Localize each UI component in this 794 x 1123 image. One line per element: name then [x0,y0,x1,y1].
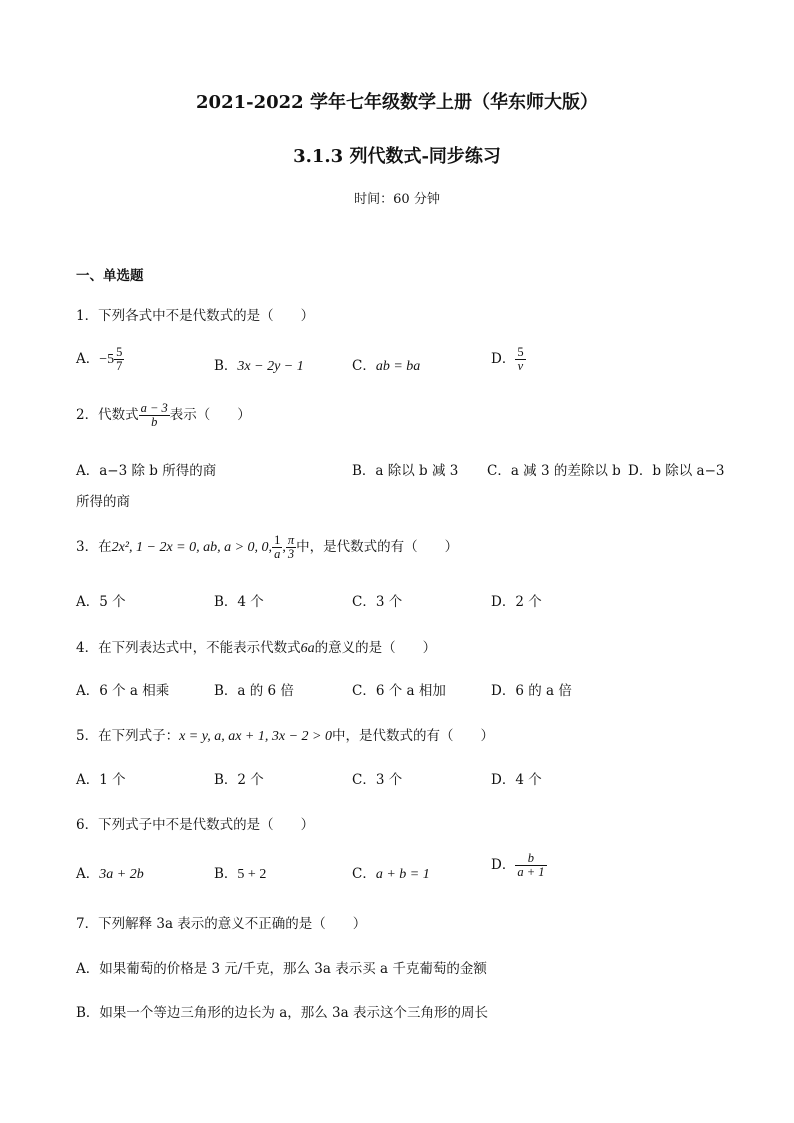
question-7-option-a: A．如果葡萄的价格是 3 元/千克，那么 3a 表示买 a 千克葡萄的金额 [76,961,487,977]
question-7-option-b: B．如果一个等边三角形的边长为 a，那么 3a 表示这个三角形的周长 [76,1005,488,1021]
question-2-option-c: C．a 减 3 的差除以 b [487,463,621,479]
question-3-option-d: D．2 个 [491,594,542,610]
question-1-option-c: C．ab = ba [352,358,421,374]
question-7-stem: 7．下列解释 3a 表示的意义不正确的是（ ） [76,916,367,932]
question-1-option-a: A．−5 $\frac{5}{7}$ [76,345,123,374]
question-3-option-b: B．4 个 [214,594,264,610]
question-2-option-d-wrap: 所得的商 [76,494,130,510]
question-4-stem: 4．在下列表达式中，不能表示代数式6a的意义的是（ ） [76,640,437,656]
question-6-option-b: B．5 + 2 [214,866,267,882]
question-4-option-a: A．6 个 a 相乘 [76,683,170,699]
question-4-option-b: B．a 的 6 倍 [214,683,294,699]
question-2-stem: 2．代数式 $\frac{a - 3}{b}$ 表示（ ） [76,401,251,430]
question-3-option-a: A．5 个 [76,594,126,610]
question-2-option-a: A．a−3 除 b 所得的商 [76,463,217,479]
question-6-option-a: A．3a + 2b [76,866,144,882]
question-2-option-d: D．b 除以 a−3 [628,463,725,479]
question-5-stem: 5．在下列式子：x = y, a, ax + 1, 3x − 2 > 0中，是代数式的有（ ） [76,728,494,744]
question-6-option-d: D． $\frac{b}{a + 1}$ [491,851,545,880]
question-3-stem: 3．在2x², 1 − 2x = 0, ab, a > 0, 0, $\frac{1}{a}$ , $\frac{\pi}{3}$ 中，是代数式的有（ ） [76,533,459,562]
question-6-option-c: C．a + b = 1 [352,866,430,882]
document-title: 2021-2022 学年七年级数学上册（华东师大版） [196,92,598,113]
section-heading: 一、单选题 [76,268,144,284]
question-3-option-c: C．3 个 [352,594,403,610]
question-5-option-d: D．4 个 [491,772,542,788]
question-1-option-b: B．3x − 2y − 1 [214,358,304,374]
question-5-option-a: A．1 个 [76,772,126,788]
question-1-option-d: D． $\frac{5}{v}$ [491,345,524,374]
question-6-stem: 6．下列式子中不是代数式的是（ ） [76,817,315,833]
question-4-option-d: D．6 的 a 倍 [491,683,572,699]
document-subtitle: 3.1.3 列代数式-同步练习 [293,146,501,167]
question-1-stem: 1．下列各式中不是代数式的是（ ） [76,308,315,324]
question-5-option-b: B．2 个 [214,772,264,788]
time-limit: 时间：60 分钟 [354,192,440,207]
question-2-option-b: B．a 除以 b 减 3 [352,463,459,479]
question-4-option-c: C．6 个 a 相加 [352,683,446,699]
question-5-option-c: C．3 个 [352,772,403,788]
